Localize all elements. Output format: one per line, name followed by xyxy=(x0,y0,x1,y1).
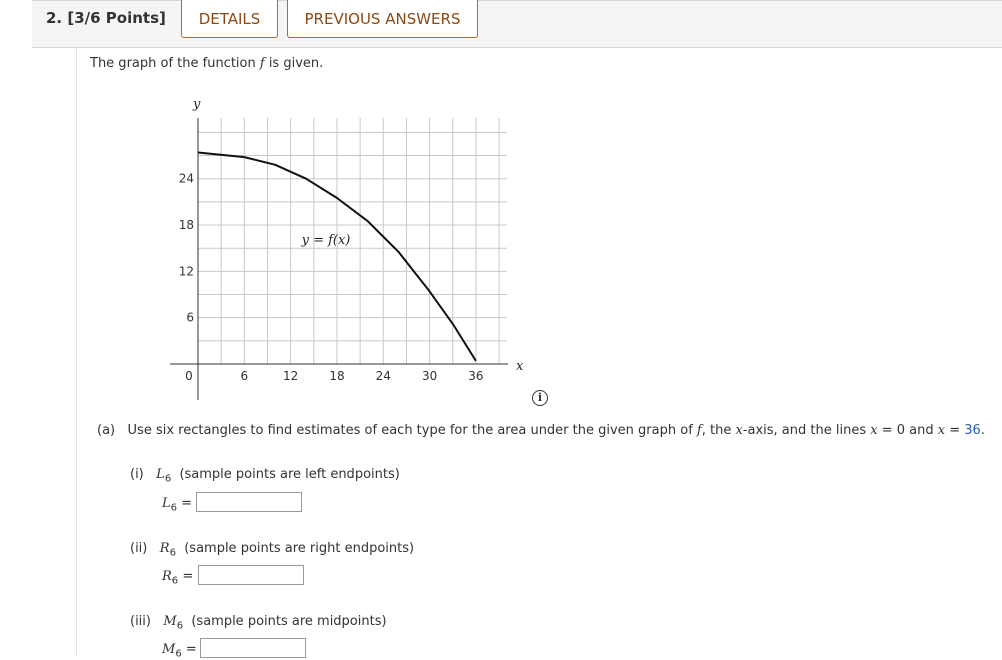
item-iii-label: (iii) $M_6$ (sample points are midpoints) xyxy=(130,614,387,632)
x-tick-label: 12 xyxy=(282,369,299,383)
x-axis-label: x xyxy=(516,359,524,374)
item-i-answer-label: $L_6$ = xyxy=(162,496,193,514)
graph-grid xyxy=(198,118,507,364)
question-intro: The graph of the function f is given. xyxy=(90,56,324,71)
r6-answer-input[interactable] xyxy=(198,565,304,585)
y-tick-label: 18 xyxy=(178,218,194,233)
x-tick-label: 30 xyxy=(421,369,438,383)
y-tick-label: 6 xyxy=(186,310,194,325)
item-ii-label: (ii) $R_6$ (sample points are right endpoints) xyxy=(130,541,415,559)
l6-answer-input[interactable] xyxy=(196,492,302,512)
details-button[interactable]: DETAILS xyxy=(181,0,278,38)
item-iii-answer-label: $M_6$ = xyxy=(162,642,197,660)
question-number: 2. xyxy=(46,9,63,27)
part-a-prompt: (a) Use six rectangles to find estimates of each type for the area under the given graph of f, the x-axis, and the lines x = 0 and x = 36. xyxy=(97,423,985,438)
previous-answers-button[interactable]: PREVIOUS ANSWERS xyxy=(287,0,478,38)
x-tick-label: 18 xyxy=(329,369,345,383)
question-points: [3/6 Points] xyxy=(67,9,166,27)
item-i-label: (i) $L_6$ (sample points are left endpoints) xyxy=(130,467,400,485)
x-tick-label: 36 xyxy=(468,369,484,383)
x-tick-label: 6 xyxy=(240,369,249,383)
x-tick-label: 0 xyxy=(185,369,193,383)
graph-tick-labels xyxy=(179,172,484,383)
y-axis-label: y xyxy=(193,97,201,112)
curve-annotation: y = f(x) xyxy=(301,233,351,248)
x-tick-label: 24 xyxy=(375,369,391,383)
y-tick-label: 24 xyxy=(178,171,194,186)
item-ii-answer-label: $R_6$ = xyxy=(162,569,194,587)
m6-answer-input[interactable] xyxy=(200,638,306,658)
y-tick-label: 12 xyxy=(178,264,194,279)
info-icon[interactable]: i xyxy=(532,390,548,406)
